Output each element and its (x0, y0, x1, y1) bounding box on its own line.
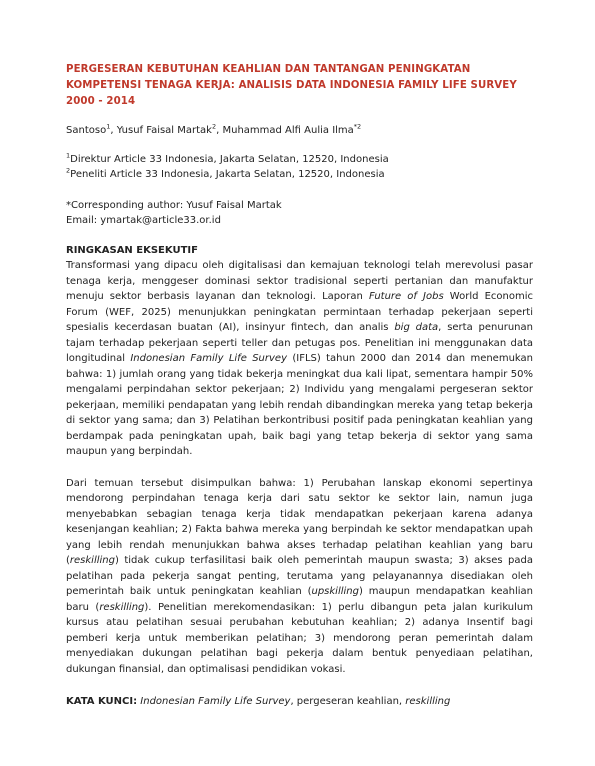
keyword-italic: reskilling (405, 696, 451, 707)
author-separator: , (216, 125, 223, 136)
paper-title: PERGESERAN KEBUTUHAN KEAHLIAN DAN TANTANGAN PENINGKATAN KOMPETENSI TENAGA KERJA: ANALISIS DATA INDONESIA FAMILY LIFE SURVEY 2000 - 2014 (66, 64, 517, 107)
author-list (66, 123, 533, 138)
affiliation-mark: 2 (66, 166, 71, 175)
abstract-heading: RINGKASAN EKSEKUTIF (66, 245, 198, 256)
italic-term: reskilling (69, 555, 115, 566)
paper-page (66, 62, 533, 709)
affiliation-text: Direktur Article 33 Indonesia, Jakarta Selatan, 12520, Indonesia (70, 154, 389, 165)
author-affiliation-mark: 2 (211, 122, 217, 131)
author-name: Santoso (66, 125, 107, 136)
keywords-label: KATA KUNCI: (66, 696, 138, 707)
text-run: ) maupun mendapatkan keahlian baru ( (66, 586, 533, 613)
author-name: Muhammad Alfi Aulia Ilma (222, 125, 354, 136)
text-run: , serta penurunan tajam terhadap pekerjaan seperti teller dan petugas pos. Penelitian ini menggunakan data longitudinal (66, 322, 533, 364)
author-separator: , (110, 125, 117, 136)
text-run: Dari temuan tersebut disimpulkan bahwa: 1) Perubahan lanskap ekonomi sepertinya mendorong perpindahan tenaga kerja dari satu sektor ke sektor lain, namun juga menyebabkan sebagian tenaga kerja tidak mendapatkan pekerjaan karena adanya kesenjangan keahlian; 2) Fakta bahwa mereka yang berpindah ke sektor mendapatkan upah yang lebih rendah menunjukkan bahwa akses terhadap pelatihan keahlian yang baru ( (66, 477, 533, 566)
affiliation-mark: 1 (66, 151, 71, 160)
text-run: World Economic Forum (WEF, 2025) menunjukkan peningkatan permintaan terhadap pekerjaan seperti spesialis kecerdasan buatan (AI), insinyur fintech, dan analis (66, 291, 533, 333)
italic-term: upskilling (311, 586, 359, 597)
affiliation-line (66, 152, 533, 167)
keyword-italic: Indonesian Family Life Survey (140, 696, 291, 707)
author-name: Yusuf Faisal Martak (116, 125, 212, 136)
correspondence-block (66, 198, 533, 228)
keyword-text: , pergeseran keahlian, (290, 696, 406, 707)
corresponding-author: *Corresponding author: Yusuf Faisal Martak (66, 200, 282, 211)
abstract-body (66, 258, 533, 677)
affiliation-list (66, 152, 533, 182)
abstract-paragraph (66, 258, 533, 460)
affiliation-line (66, 167, 533, 182)
corresponding-email: Email: ymartak@article33.or.id (66, 215, 221, 226)
keywords-line (66, 694, 533, 709)
text-run: ) tidak cukup terfasilitasi baik oleh pemerintah maupun swasta; 3) akses pada pelatihan pada pekerja sangat penting, terutama yang pelayanannya disediakan oleh pemerintah baik untuk peningkatan keahlian ( (66, 555, 533, 597)
author-affiliation-mark: *2 (353, 122, 362, 131)
italic-term: Indonesian Family Life Survey (130, 353, 287, 364)
text-run: (IFLS) tahun 2000 dan 2014 dan menemukan bahwa: 1) jumlah orang yang tidak bekerja meningkat dua kali lipat, sementara hampir 50% mengalami perpindahan sektor pekerjaan; 2) Individu yang mengalami pergeseran sektor pekerjaan, memiliki pendapatan yang lebih rendah dibandingkan mereka yang tetap bekerja di sektor yang sama; dan 3) Pelatihan berkontribusi positif pada peningkatan keahlian yang berdampak pada peningkatan upah, baik bagi yang tetap bekerja di sektor yang sama maupun yang berpindah. (66, 353, 533, 457)
affiliation-text: Peneliti Article 33 Indonesia, Jakarta Selatan, 12520, Indonesia (70, 169, 385, 180)
text-run: Transformasi yang dipacu oleh digitalisasi dan kemajuan teknologi telah merevolusi pasar tenaga kerja, menggeser dominasi sektor tradisional seperti pertanian dan manufaktur menuju sektor berbasis layanan dan teknologi. Laporan (66, 260, 533, 302)
text-run: ). Penelitian merekomendasikan: 1) perlu dibangun peta jalan kurikulum kursus atau pelatihan sesuai perubahan kebutuhan keahlian; 2) adanya Insentif bagi pemberi kerja untuk memberikan pelatihan; 3) mendorong peran pemerintah dalam menyediakan dukungan pelatihan bagi pekerja dalam bentuk penyediaan pelatihan, dukungan finansial, dan optimalisasi pendidikan vokasi. (66, 601, 533, 675)
abstract-paragraph (66, 476, 533, 678)
italic-term: big data (394, 322, 439, 333)
italic-term: Future of Jobs (368, 291, 444, 302)
author-affiliation-mark: 1 (106, 122, 111, 131)
italic-term: reskilling (99, 601, 145, 613)
